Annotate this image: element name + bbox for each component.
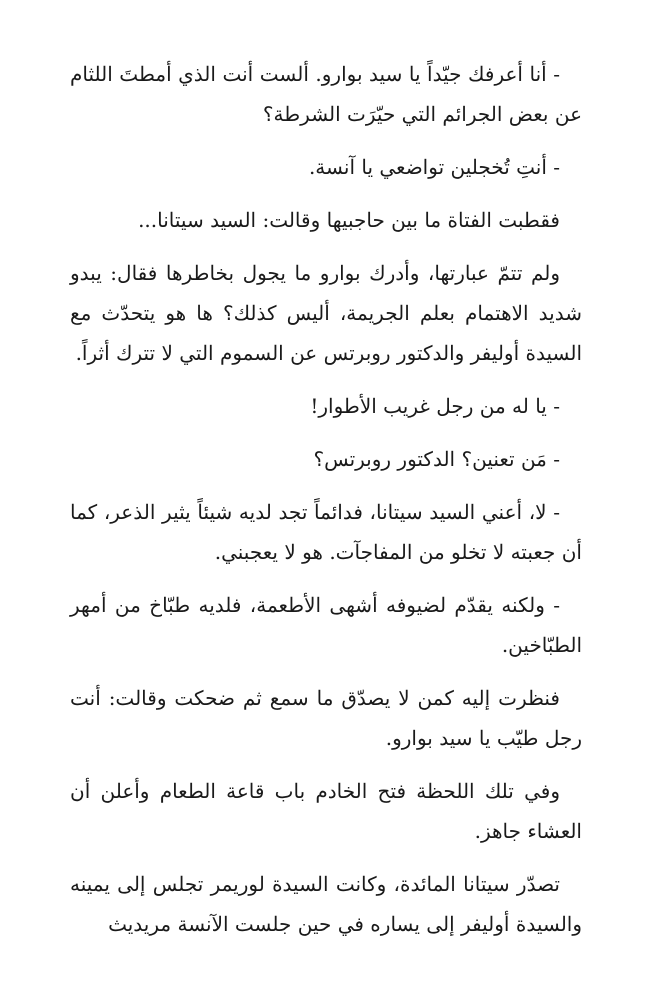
paragraph-6: - مَن تعنين؟ الدكتور روبرتس؟ — [313, 447, 560, 471]
paragraph-7: - لا، أعني السيد سيتانا، فدائماً تجد لديه شيئاً يثير الذعر، كما أن جعبته لا تخلو من المفاجآت. هو لا يعجبني. — [70, 500, 582, 564]
paragraph-9: فنظرت إليه كمن لا يصدّق ما سمع ثم ضحكت وقالت: أنت رجل طيّب يا سيد بوارو. — [70, 686, 582, 750]
paragraph-8: - ولكنه يقدّم لضيوفه أشهى الأطعمة، فلديه طبّاخ من أمهر الطبّاخين. — [70, 593, 582, 657]
page-text — [70, 54, 582, 957]
paragraph-1: - أنا أعرفك جيّداً يا سيد بوارو. ألست أنت الذي أمطتَ اللثام عن بعض الجرائم التي حيّرَت الشرطة؟ — [70, 62, 582, 126]
paragraph-2: - أنتِ تُخجلين تواضعي يا آنسة. — [308, 155, 560, 179]
paragraph-10: وفي تلك اللحظة فتح الخادم باب قاعة الطعام وأعلن أن العشاء جاهز. — [70, 779, 582, 843]
paragraph-5: - يا له من رجل غريب الأطوار! — [310, 394, 560, 418]
paragraph-3: فقطبت الفتاة ما بين حاجبيها وقالت: السيد سيتانا... — [138, 208, 560, 232]
paragraph-11: تصدّر سيتانا المائدة، وكانت السيدة لوريمر تجلس إلى يمينه والسيدة أوليفر إلى يساره في حين جلست الآنسة مريديث — [70, 872, 582, 936]
paragraph-4: ولم تتمّ عبارتها، وأدرك بوارو ما يجول بخاطرها فقال: يبدو شديد الاهتمام بعلم الجريمة، أليس كذلك؟ ها هو يتحدّث مع السيدة أوليفر والدكتور روبرتس عن السموم التي لا تترك أثراً. — [70, 261, 582, 365]
